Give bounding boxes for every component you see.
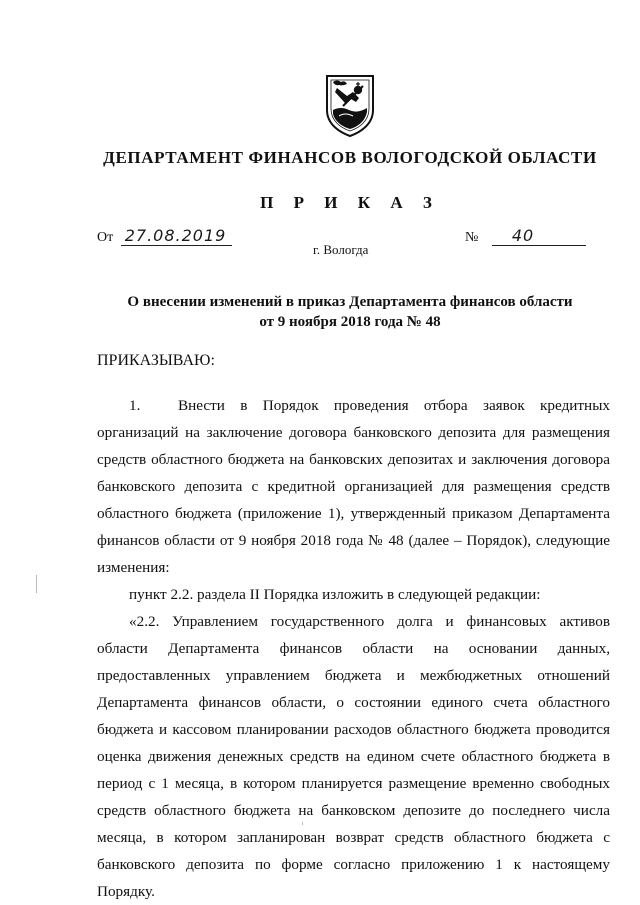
subject-line-2: от 9 ноября 2018 года № 48 xyxy=(259,314,441,330)
scan-mark xyxy=(36,575,37,593)
number-value: 40 xyxy=(492,226,586,246)
number-line xyxy=(465,226,586,246)
item-1-number: 1. xyxy=(129,397,141,414)
number-prefix: № xyxy=(465,230,479,245)
scan-mark xyxy=(302,822,303,825)
item-1-paragraph xyxy=(97,392,610,581)
city: г. Вологда xyxy=(313,242,369,257)
date-prefix: От xyxy=(97,230,114,245)
vologda-coat-of-arms-icon xyxy=(323,72,377,138)
item-1-sub: пункт 2.2. раздела II Порядка изложить в следующей редакции: xyxy=(129,586,541,603)
date-value: 27.08.2019 xyxy=(121,226,233,246)
item-1-text: Внести в Порядок проведения отбора заявок кредитных организаций на заключение договора банковского депозита для размещения средств областного бюджета на банковских депозитах и заключения договора банковского депозита с кредитной организацией для размещения средств областного бюджета (приложение 1), утвержденный приказом Департамента финансов области от 9 ноября 2018 года № 48 (далее – Порядок), следующие изменения: xyxy=(97,397,610,576)
department-name: ДЕПАРТАМЕНТ ФИНАНСОВ ВОЛОГОДСКОЙ ОБЛАСТИ xyxy=(103,148,597,167)
prikazyvayu-heading: ПРИКАЗЫВАЮ: xyxy=(97,352,215,369)
date-line xyxy=(97,226,232,246)
order-title: П Р И К А З xyxy=(260,193,440,212)
subject-line-1: О внесении изменений в приказ Департамента финансов области xyxy=(127,294,573,310)
item-2-2-quote: «2.2. Управлением государственного долга и финансовых активов области Департамента финансов области на основании данных, предоставленных управлением бюджета и межбюджетных отношений Департамента финансов области, о состоянии единого счета областного бюджета и кассовом планировании расходов областного бюджета проводится оценка движения денежных средств на едином счете областного бюджета в период с 1 месяца, в котором планируется размещение временно свободных средств областного бюджета на банковском депозите до последнего числа месяца, в котором запланирован возврат средств областного бюджета с банковского депозита по форме согласно приложению 1 к настоящему Порядку. xyxy=(97,613,610,900)
order-subject xyxy=(60,292,640,332)
order-body xyxy=(97,392,610,905)
